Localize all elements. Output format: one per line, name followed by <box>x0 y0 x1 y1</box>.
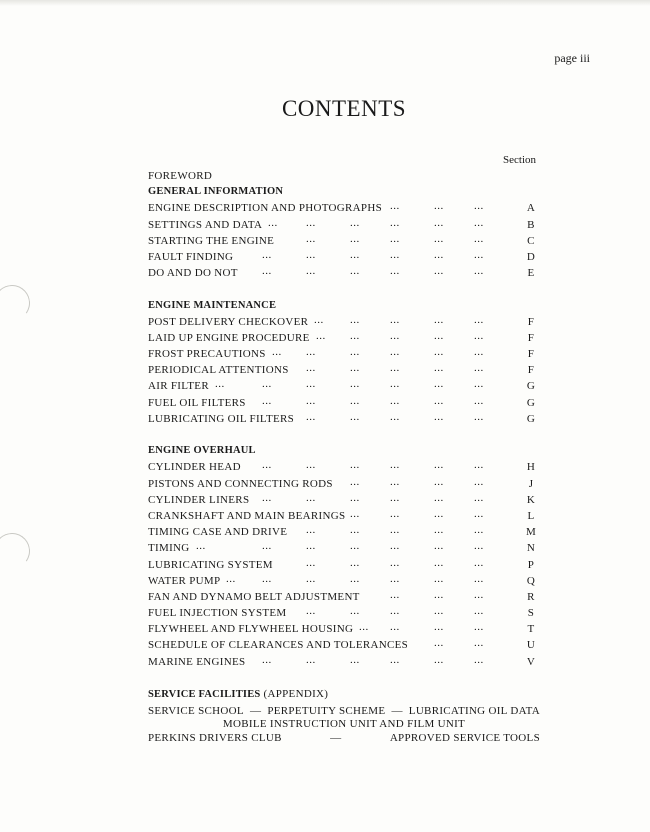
appendix-heading-title: SERVICE FACILITIES <box>148 689 261 700</box>
leader-dot: ... <box>306 410 316 423</box>
toc-spacer <box>148 281 540 297</box>
dot-leader <box>148 263 528 279</box>
toc-section-letter: U <box>526 639 536 652</box>
leader-dot: ... <box>306 459 316 472</box>
leader-dot: ... <box>350 216 360 229</box>
leader-dot: ... <box>434 362 444 375</box>
section-column-header: Section <box>503 154 536 166</box>
leader-dot: ... <box>474 540 484 553</box>
toc-entry-title: LUBRICATING SYSTEM <box>148 558 273 571</box>
leader-dot: ... <box>350 556 360 569</box>
page-number: page iii <box>554 51 590 65</box>
table-of-contents <box>148 168 540 670</box>
dot-leader <box>148 619 528 635</box>
toc-row <box>148 411 540 427</box>
leader-dot: ... <box>474 556 484 569</box>
leader-dot: ... <box>306 216 316 229</box>
toc-entry-title: PERIODICAL ATTENTIONS <box>148 364 289 377</box>
leader-dot: ... <box>390 572 400 585</box>
leader-dot: ... <box>350 313 360 326</box>
toc-entry-title: AIR FILTER <box>148 380 209 393</box>
toc-section-letter: J <box>528 477 534 490</box>
toc-row <box>148 265 540 281</box>
toc-row <box>148 168 540 184</box>
toc-group-title: ENGINE MAINTENANCE <box>148 299 277 311</box>
leader-dot: ... <box>306 605 316 618</box>
appendix-line-3 <box>148 732 540 744</box>
toc-section-letter: G <box>526 396 536 409</box>
dot-leader <box>148 409 528 425</box>
leader-dot: ... <box>306 232 316 245</box>
leader-dot: ... <box>306 524 316 537</box>
leader-dot: ... <box>474 588 484 601</box>
leader-dot: ... <box>306 540 316 553</box>
leader-dot: ... <box>262 572 272 585</box>
leader-dot: ... <box>350 475 360 488</box>
leader-dot: ... <box>350 394 360 407</box>
toc-section-letter: H <box>526 461 536 474</box>
leader-dot: ... <box>390 507 400 520</box>
toc-entry-title: TIMING CASE AND DRIVE <box>148 526 288 539</box>
leader-dot: ... <box>306 653 316 666</box>
leader-dot: ... <box>350 653 360 666</box>
dot-leader <box>148 635 528 651</box>
punch-hole-lower <box>0 530 33 572</box>
leader-dot: ... <box>390 524 400 537</box>
toc-entry-title: CYLINDER HEAD <box>148 461 241 474</box>
leader-dot: ... <box>314 313 324 326</box>
appendix-item-lubricating-oil-data: LUBRICATING OIL DATA <box>408 705 540 717</box>
toc-section-letter: A <box>526 202 536 215</box>
leader-dot: ... <box>474 524 484 537</box>
toc-section-letter: D <box>526 250 536 263</box>
toc-section-letter: G <box>526 412 536 425</box>
toc-entry-title: WATER PUMP <box>148 574 221 587</box>
toc-section-letter: K <box>526 493 536 506</box>
toc-entry-title: FUEL OIL FILTERS <box>148 396 246 409</box>
leader-dot: ... <box>359 621 369 634</box>
leader-dot: ... <box>306 378 316 391</box>
leader-dot: ... <box>306 265 316 278</box>
leader-dot: ... <box>434 605 444 618</box>
toc-section-letter: B <box>527 218 535 231</box>
punch-hole-upper <box>0 282 33 324</box>
dot-leader <box>148 571 528 587</box>
toc-section-letter: F <box>527 364 535 377</box>
leader-dot: ... <box>390 378 400 391</box>
toc-entry-title: STARTING THE ENGINE <box>148 234 275 247</box>
toc-entry-title: FROST PRECAUTIONS <box>148 348 266 361</box>
dot-leader <box>148 587 528 603</box>
dot-leader <box>148 603 528 619</box>
leader-dot: ... <box>262 653 272 666</box>
leader-dot: ... <box>434 216 444 229</box>
leader-dot: ... <box>390 605 400 618</box>
leader-dot: ... <box>474 410 484 423</box>
leader-dot: ... <box>390 265 400 278</box>
toc-entry-title: POST DELIVERY CHECKOVER <box>148 315 309 328</box>
leader-dot: ... <box>434 491 444 504</box>
leader-dot: ... <box>350 410 360 423</box>
leader-dot: ... <box>474 637 484 650</box>
leader-dot: ... <box>350 491 360 504</box>
toc-entry-title: ENGINE DESCRIPTION AND PHOTOGRAPHS <box>148 202 382 215</box>
leader-dot: ... <box>474 313 484 326</box>
leader-dot: ... <box>474 394 484 407</box>
leader-dot: ... <box>390 232 400 245</box>
leader-dot: ... <box>474 605 484 618</box>
toc-spacer <box>148 427 540 443</box>
leader-dot: ... <box>434 265 444 278</box>
dot-leader <box>148 457 528 473</box>
leader-dot: ... <box>434 200 444 213</box>
leader-dot: ... <box>350 346 360 359</box>
dot-leader <box>148 328 528 344</box>
leader-dot: ... <box>226 572 236 585</box>
toc-section-letter: N <box>526 542 536 555</box>
toc-entry-title: FLYWHEEL AND FLYWHEEL HOUSING <box>148 623 354 636</box>
leader-dot: ... <box>434 459 444 472</box>
leader-dot: ... <box>350 362 360 375</box>
leader-dot: ... <box>474 265 484 278</box>
leader-dot: ... <box>262 378 272 391</box>
toc-section-letter: C <box>527 234 535 247</box>
leader-dot: ... <box>474 216 484 229</box>
appendix-separator: — <box>330 732 342 744</box>
toc-entry-title: SCHEDULE OF CLEARANCES AND TOLERANCES <box>148 639 409 652</box>
leader-dot: ... <box>390 556 400 569</box>
leader-dot: ... <box>390 313 400 326</box>
appendix-line-2: MOBILE INSTRUCTION UNIT AND FILM UNIT <box>222 718 466 730</box>
appendix-line-1 <box>148 705 540 717</box>
dot-leader <box>148 344 528 360</box>
leader-dot: ... <box>474 232 484 245</box>
leader-dot: ... <box>268 216 278 229</box>
toc-entry-title: TIMING <box>148 542 190 555</box>
leader-dot: ... <box>262 459 272 472</box>
leader-dot: ... <box>350 507 360 520</box>
leader-dot: ... <box>434 572 444 585</box>
leader-dot: ... <box>434 394 444 407</box>
dot-leader <box>148 474 528 490</box>
leader-dot: ... <box>306 572 316 585</box>
leader-dot: ... <box>262 540 272 553</box>
toc-row <box>148 654 540 670</box>
leader-dot: ... <box>474 329 484 342</box>
page-title: CONTENTS <box>281 96 407 121</box>
toc-section-letter: F <box>527 331 535 344</box>
leader-dot: ... <box>434 475 444 488</box>
leader-dot: ... <box>474 621 484 634</box>
leader-dot: ... <box>434 637 444 650</box>
dot-leader <box>148 652 528 668</box>
toc-entry-title: LAID UP ENGINE PROCEDURE <box>148 331 310 344</box>
toc-entry-title: FOREWORD <box>148 170 213 182</box>
toc-section-letter: S <box>527 607 535 620</box>
toc-entry-title: MARINE ENGINES <box>148 655 246 668</box>
leader-dot: ... <box>390 362 400 375</box>
leader-dot: ... <box>474 475 484 488</box>
leader-dot: ... <box>215 378 225 391</box>
appendix-separator: — <box>249 705 262 717</box>
toc-section-letter: V <box>526 655 536 668</box>
toc-entry-title: FAN AND DYNAMO BELT ADJUSTMENT <box>148 590 360 603</box>
toc-entry-title: FAULT FINDING <box>148 250 234 263</box>
leader-dot: ... <box>390 410 400 423</box>
leader-dot: ... <box>390 200 400 213</box>
toc-section-letter: F <box>527 348 535 361</box>
leader-dot: ... <box>306 346 316 359</box>
toc-entry-title: CYLINDER LINERS <box>148 493 250 506</box>
leader-dot: ... <box>350 605 360 618</box>
leader-dot: ... <box>474 459 484 472</box>
leader-dot: ... <box>474 491 484 504</box>
appendix-separator: — <box>391 705 403 717</box>
leader-dot: ... <box>434 313 444 326</box>
dot-leader <box>148 506 528 522</box>
leader-dot: ... <box>272 346 282 359</box>
dot-leader <box>148 490 528 506</box>
appendix-item-service-tools: APPROVED SERVICE TOOLS <box>389 732 540 744</box>
leader-dot: ... <box>316 329 326 342</box>
leader-dot: ... <box>434 621 444 634</box>
dot-leader <box>148 522 528 538</box>
toc-section-letter: L <box>527 509 535 522</box>
leader-dot: ... <box>434 329 444 342</box>
leader-dot: ... <box>262 265 272 278</box>
leader-dot: ... <box>434 556 444 569</box>
leader-dot: ... <box>434 232 444 245</box>
leader-dot: ... <box>390 459 400 472</box>
leader-dot: ... <box>350 459 360 472</box>
leader-dot: ... <box>350 540 360 553</box>
leader-dot: ... <box>390 588 400 601</box>
leader-dot: ... <box>196 540 206 553</box>
leader-dot: ... <box>474 346 484 359</box>
leader-dot: ... <box>474 200 484 213</box>
appendix-item-service-school: SERVICE SCHOOL <box>148 705 244 717</box>
dot-leader <box>148 247 528 263</box>
leader-dot: ... <box>434 588 444 601</box>
leader-dot: ... <box>390 475 400 488</box>
appendix-heading <box>148 688 540 700</box>
leader-dot: ... <box>434 248 444 261</box>
leader-dot: ... <box>434 524 444 537</box>
toc-group-title: GENERAL INFORMATION <box>148 186 284 198</box>
leader-dot: ... <box>434 346 444 359</box>
toc-section-letter: R <box>527 590 535 603</box>
leader-dot: ... <box>434 653 444 666</box>
leader-dot: ... <box>474 378 484 391</box>
appendix-item-drivers-club: PERKINS DRIVERS CLUB <box>148 732 282 744</box>
leader-dot: ... <box>434 410 444 423</box>
leader-dot: ... <box>390 394 400 407</box>
leader-dot: ... <box>390 540 400 553</box>
leader-dot: ... <box>390 329 400 342</box>
toc-entry-title: FUEL INJECTION SYSTEM <box>148 607 287 620</box>
toc-section-letter: F <box>527 315 535 328</box>
dot-leader <box>148 376 528 392</box>
page-edge <box>0 0 650 6</box>
leader-dot: ... <box>306 248 316 261</box>
dot-leader <box>148 555 528 571</box>
leader-dot: ... <box>390 346 400 359</box>
dot-leader <box>148 312 528 328</box>
leader-dot: ... <box>350 232 360 245</box>
leader-dot: ... <box>390 621 400 634</box>
leader-dot: ... <box>390 653 400 666</box>
toc-section-letter: M <box>525 526 537 539</box>
leader-dot: ... <box>474 572 484 585</box>
toc-entry-title: SETTINGS AND DATA <box>148 218 263 231</box>
leader-dot: ... <box>350 265 360 278</box>
toc-entry-title: DO AND DO NOT <box>148 267 238 280</box>
leader-dot: ... <box>474 653 484 666</box>
toc-section-letter: P <box>527 558 535 571</box>
dot-leader <box>148 360 528 376</box>
leader-dot: ... <box>434 540 444 553</box>
leader-dot: ... <box>262 491 272 504</box>
dot-leader <box>148 198 528 214</box>
toc-group-title: ENGINE OVERHAUL <box>148 445 256 457</box>
leader-dot: ... <box>262 394 272 407</box>
leader-dot: ... <box>306 394 316 407</box>
leader-dot: ... <box>306 491 316 504</box>
toc-section-letter: T <box>527 623 535 636</box>
leader-dot: ... <box>306 556 316 569</box>
toc-section-letter: E <box>527 267 535 280</box>
leader-dot: ... <box>390 216 400 229</box>
leader-dot: ... <box>306 362 316 375</box>
dot-leader <box>148 215 528 231</box>
leader-dot: ... <box>262 248 272 261</box>
toc-entry-title: CRANKSHAFT AND MAIN BEARINGS <box>148 509 346 522</box>
leader-dot: ... <box>350 248 360 261</box>
leader-dot: ... <box>350 378 360 391</box>
leader-dot: ... <box>474 507 484 520</box>
dot-leader <box>148 393 528 409</box>
toc-entry-title: PISTONS AND CONNECTING RODS <box>148 477 333 490</box>
leader-dot: ... <box>350 524 360 537</box>
dot-leader <box>148 538 528 554</box>
toc-section-letter: G <box>526 380 536 393</box>
leader-dot: ... <box>390 248 400 261</box>
dot-leader <box>148 231 528 247</box>
appendix-item-perpetuity-scheme: PERPETUITY SCHEME <box>267 705 386 717</box>
leader-dot: ... <box>434 507 444 520</box>
appendix-heading-suffix: (APPENDIX) <box>263 688 329 700</box>
leader-dot: ... <box>390 491 400 504</box>
leader-dot: ... <box>434 378 444 391</box>
leader-dot: ... <box>350 329 360 342</box>
leader-dot: ... <box>474 248 484 261</box>
toc-entry-title: LUBRICATING OIL FILTERS <box>148 412 295 425</box>
leader-dot: ... <box>350 572 360 585</box>
toc-section-letter: Q <box>526 574 536 587</box>
leader-dot: ... <box>474 362 484 375</box>
